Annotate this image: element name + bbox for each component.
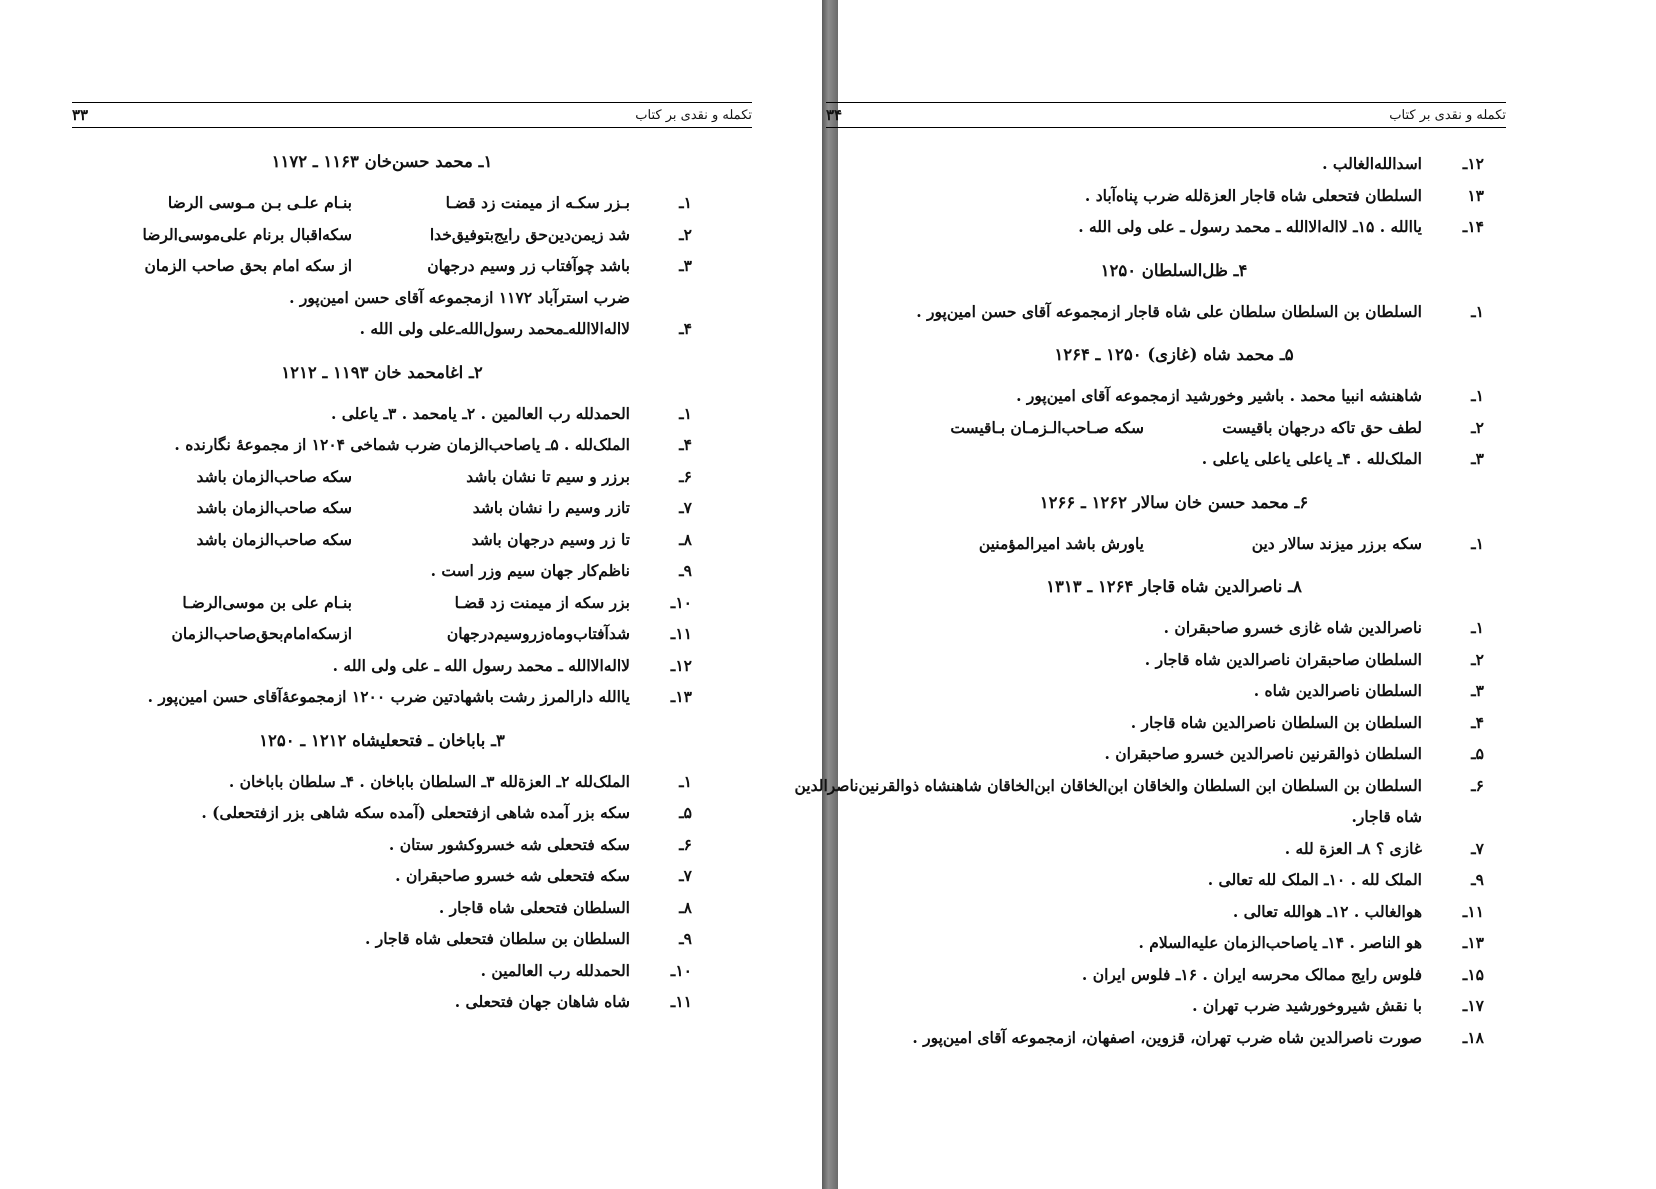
text-line bbox=[72, 829, 692, 861]
item-number: ۲ـ bbox=[1471, 649, 1484, 669]
text-line bbox=[72, 618, 692, 650]
text-line bbox=[72, 923, 692, 955]
verse-first-half: بـزر سکـه از میمنت زد قضـا bbox=[445, 193, 630, 212]
text-line bbox=[794, 770, 1484, 802]
text-line bbox=[864, 959, 1484, 991]
text-line bbox=[864, 211, 1484, 243]
line-text: لااله‌الاالله‌ـ‌محمد رسول‌الله‌ـ‌علی ولی الله . bbox=[359, 319, 630, 338]
item-number: ۱۱ـ bbox=[670, 992, 692, 1011]
text-line bbox=[72, 219, 692, 251]
item-number: ۱۰ـ bbox=[670, 592, 692, 612]
item-number: ۴ـ bbox=[679, 319, 692, 338]
verse-second-half: سکه‌اقبال برنام علی‌موسی‌الرضا bbox=[142, 224, 352, 244]
verse-first-half: تازر وسیم را نشان باشد bbox=[472, 498, 630, 517]
item-number: ۳ـ bbox=[1471, 449, 1484, 468]
item-number bbox=[658, 282, 692, 314]
item-number: ۱۱ـ bbox=[1462, 901, 1484, 921]
text-line bbox=[864, 148, 1484, 180]
verse-second-half: از سکه امام بحق صاحب الزمان bbox=[144, 256, 352, 275]
text-line bbox=[864, 896, 1484, 928]
item-number: ۱۵ـ bbox=[1462, 964, 1484, 984]
line-text: السلطان بن السلطان سلطان علی شاه قاجار ازمجموعه آقای حسن امین‌پور . bbox=[916, 301, 1422, 321]
line-text: السلطان بن سلطان فتحعلی شاه قاجار . bbox=[364, 929, 630, 948]
text-line bbox=[864, 675, 1484, 707]
item-number: ۸ـ bbox=[679, 897, 692, 917]
verse-second-half: سکه صاحب‌الزمان باشد bbox=[196, 466, 352, 486]
verse-first-half: شدآفتاب‌وماه‌زروسیم‌درجهان bbox=[446, 624, 630, 643]
line-text: صورت ناصرالدین شاه ضرب تهران، قزوین، اصفهان، ازمجموعه آقای امین‌پور . bbox=[912, 1027, 1422, 1047]
section-heading: ۸ـ ناصرالدین شاه قاجار ۱۲۶۴ ـ ۱۳۱۳ bbox=[1046, 577, 1302, 596]
verse-second-half: بنـام علی بن موسی‌الرضـا bbox=[182, 592, 352, 612]
line-text: ضرب استرآباد ۱۱۷۲ ازمجموعه آقای حسن امین‌پور . bbox=[289, 287, 630, 307]
line-text: یاالله دارالمرز رشت باشهادتین ضرب ۱۲۰۰ ازمجموعهٔ‌آقای حسن امین‌پور . bbox=[147, 687, 630, 706]
item-number: ۶ـ bbox=[679, 466, 692, 486]
running-header bbox=[826, 102, 1506, 128]
line-text: الملک‌لله . ۵ـ یاصاحب‌الزمان ضرب شماخی ۱۲۰۴ از مجموعهٔ نگارنده . bbox=[174, 435, 630, 454]
text-line bbox=[72, 282, 692, 314]
text-line bbox=[72, 860, 692, 892]
book-gutter bbox=[822, 0, 838, 1189]
line-text: السلطان بن السلطان ناصرالدین شاه قاجار . bbox=[1130, 712, 1422, 732]
item-number: ۱۳ bbox=[1467, 185, 1484, 205]
text-line bbox=[72, 681, 692, 713]
item-number: ۱ـ bbox=[1471, 533, 1484, 553]
page-number: ۳۴ bbox=[826, 106, 843, 124]
text-line bbox=[72, 524, 692, 556]
page-number: ۳۳ bbox=[72, 106, 89, 124]
text-line bbox=[864, 528, 1484, 560]
verse-second-half: سکه صـاحب‌الـزمـان بـاقیست bbox=[950, 417, 1144, 437]
line-text: السلطان بن السلطان ابن السلطان والخاقان ابن‌الخاقان ابن‌الخاقان شاهنشاه ذوالقرنین‌ناصرالدین bbox=[794, 775, 1422, 795]
line-text: اسدالله‌الغالب . bbox=[1322, 154, 1422, 173]
item-number: ۶ـ bbox=[679, 834, 692, 854]
text-line bbox=[72, 587, 692, 619]
text-line bbox=[864, 412, 1484, 444]
text-line bbox=[864, 1022, 1484, 1054]
item-number: ۱۳ـ bbox=[670, 687, 692, 706]
line-text: هوالغالب . ۱۲ـ هوالله تعالی . bbox=[1232, 901, 1422, 921]
text-line bbox=[72, 313, 692, 345]
line-text: ناظم‌کار جهان سیم وزر است . bbox=[430, 561, 630, 580]
text-line bbox=[864, 833, 1484, 865]
item-number: ۷ـ bbox=[1471, 838, 1484, 858]
verse-first-half: سکه برزر میزند سالار دین bbox=[1251, 533, 1422, 553]
item-number: ۴ـ bbox=[1471, 712, 1484, 732]
item-number: ۱۸ـ bbox=[1462, 1027, 1484, 1047]
item-number: ۷ـ bbox=[679, 498, 692, 517]
line-text: الحمدلله رب العالمین . bbox=[480, 960, 630, 980]
item-number: ۱ـ bbox=[1471, 386, 1484, 405]
section-heading: ۳ـ باباخان ـ فتحعلیشاه ۱۲۱۲ ـ ۱۲۵۰ bbox=[259, 730, 505, 750]
running-title: تکمله و نقدی بر کتاب bbox=[1389, 107, 1506, 123]
item-number: ۵ـ bbox=[1471, 744, 1484, 763]
text-line bbox=[72, 429, 692, 461]
text-line bbox=[864, 738, 1484, 770]
verse-second-half: سکه صاحب‌الزمان باشد bbox=[196, 529, 352, 549]
text-line bbox=[864, 180, 1484, 212]
line-text: شاه قاجار. bbox=[1351, 807, 1422, 826]
section-heading: ۱ـ محمد حسن‌خان ۱۱۶۳ ـ ۱۱۷۲ bbox=[271, 152, 493, 171]
item-number: ۱۱ـ bbox=[670, 624, 692, 643]
line-text: لااله‌الاالله ـ محمد رسول الله ـ علی ولی الله . bbox=[332, 655, 630, 675]
item-number: ۲ـ bbox=[679, 224, 692, 244]
text-line bbox=[72, 461, 692, 493]
line-text: غازی ؟ ۸ـ العزة لله . bbox=[1284, 838, 1422, 858]
line-text: سکه فتحعلی شه خسرو صاحبقران . bbox=[395, 866, 630, 885]
text-line bbox=[864, 380, 1484, 412]
text-line bbox=[72, 955, 692, 987]
item-number: ۱ـ bbox=[679, 771, 692, 791]
line-text: الحمدلله رب العالمین . ۲ـ یامحمد . ۳ـ یاعلی . bbox=[330, 403, 630, 423]
line-text: با نقش شیروخورشید ضرب تهران . bbox=[1192, 996, 1422, 1015]
text-line bbox=[864, 612, 1484, 644]
section-heading: ۲ـ اغامحمد خان ۱۱۹۳ ـ ۱۲۱۲ bbox=[281, 362, 483, 382]
text-line bbox=[864, 644, 1484, 676]
verse-first-half: لطف حق تاکه درجهان باقیست bbox=[1222, 417, 1422, 437]
item-number: ۱۰ـ bbox=[670, 960, 692, 980]
item-number: ۱۷ـ bbox=[1462, 996, 1484, 1015]
verse-second-half: سکه صاحب‌الزمان باشد bbox=[196, 498, 352, 517]
item-number: ۶ـ bbox=[1471, 775, 1484, 795]
line-text: الملک لله . ۱۰ـ الملک لله تعالی . bbox=[1207, 870, 1422, 889]
page-content bbox=[72, 148, 692, 1018]
item-number: ۱ـ bbox=[1471, 618, 1484, 637]
line-text: السلطان ذوالقرنین ناصرالدین خسرو صاحبقران . bbox=[1104, 744, 1422, 763]
verse-second-half: یاورش باشد امیرالمؤمنین bbox=[978, 533, 1144, 553]
line-text: الملک‌لله ۲ـ العزةلله ۳ـ السلطان باباخان . ۴ـ سلطان باباخان . bbox=[228, 771, 630, 791]
text-line bbox=[864, 927, 1484, 959]
text-line bbox=[864, 707, 1484, 739]
item-number: ۵ـ bbox=[679, 803, 692, 822]
item-number: ۱۲ـ bbox=[1462, 154, 1484, 173]
line-text: ناصرالدین شاه غازی خسرو صاحبقران . bbox=[1163, 618, 1422, 637]
text-line bbox=[72, 187, 692, 219]
text-line bbox=[72, 398, 692, 430]
text-line bbox=[72, 650, 692, 682]
text-line bbox=[864, 864, 1484, 896]
item-number: ۱۴ـ bbox=[1462, 217, 1484, 236]
item-number: ۳ـ bbox=[1471, 681, 1484, 700]
item-number: ۱ـ bbox=[679, 193, 692, 212]
verse-first-half: برزر و سیم تا نشان باشد bbox=[466, 466, 630, 486]
line-text: شاهنشه انبیا محمد . باشیر وخورشید ازمجموعه آقای امین‌پور . bbox=[1016, 386, 1422, 405]
line-text: سکه بزر آمده شاهی ازفتحعلی (آمده سکه شاهی بزر ازفتحعلی) . bbox=[201, 803, 630, 822]
item-number: ۱ـ bbox=[679, 403, 692, 423]
item-number: ۴ـ bbox=[679, 435, 692, 454]
item-number: ۱۳ـ bbox=[1462, 933, 1484, 952]
item-number: ۲ـ bbox=[1471, 417, 1484, 437]
verse-first-half: شد زیمن‌دین‌حق رایج‌بتوفیق‌خدا bbox=[429, 224, 630, 244]
item-number: ۷ـ bbox=[679, 866, 692, 885]
section-heading: ۵ـ محمد شاه (غازی) ۱۲۵۰ ـ ۱۲۶۴ bbox=[1054, 345, 1294, 364]
line-text: السلطان ناصرالدین شاه . bbox=[1253, 681, 1422, 700]
text-line bbox=[864, 801, 1484, 833]
item-number: ۹ـ bbox=[679, 929, 692, 948]
item-number: ۱ـ bbox=[1471, 301, 1484, 321]
page-content bbox=[794, 148, 1484, 1053]
line-text: شاه شاهان جهان فتحعلی . bbox=[454, 992, 630, 1011]
line-text: سکه فتحعلی شه خسروکشور ستان . bbox=[388, 834, 630, 854]
text-line bbox=[864, 296, 1484, 328]
item-number: ۳ـ bbox=[679, 256, 692, 275]
line-text: الملک‌لله . ۴ـ یاعلی یاعلی یاعلی . bbox=[1201, 449, 1422, 468]
text-line bbox=[72, 492, 692, 524]
item-number: ۸ـ bbox=[679, 529, 692, 549]
verse-first-half: باشد چوآفتاب زر وسیم درجهان bbox=[427, 256, 630, 275]
text-line bbox=[72, 986, 692, 1018]
section-heading: ۴ـ ظل‌السلطان ۱۲۵۰ bbox=[1100, 260, 1248, 280]
text-line bbox=[72, 797, 692, 829]
text-line bbox=[864, 990, 1484, 1022]
running-title: تکمله و نقدی بر کتاب bbox=[635, 107, 752, 123]
left-page bbox=[0, 0, 822, 1189]
text-line bbox=[864, 443, 1484, 475]
line-text: یاالله . ۱۵ـ لااله‌الاالله ـ محمد رسول ـ علی ولی الله . bbox=[1078, 217, 1422, 236]
item-number bbox=[1450, 801, 1484, 833]
item-number: ۹ـ bbox=[1471, 870, 1484, 889]
line-text: السلطان فتحعلی شاه قاجار العزةلله ضرب پناه‌آباد . bbox=[1084, 185, 1422, 205]
verse-first-half: بزر سکه از میمنت زد قضـا bbox=[454, 592, 630, 612]
verse-second-half: ازسکه‌امام‌بحق‌صاحب‌الزمان bbox=[171, 624, 352, 643]
item-number: ۱۲ـ bbox=[670, 655, 692, 675]
text-line bbox=[72, 250, 692, 282]
section-heading: ۶ـ محمد حسن خان سالار ۱۲۶۲ ـ ۱۲۶۶ bbox=[1039, 492, 1309, 512]
line-text: هو الناصر . ۱۴ـ یاصاحب‌الزمان علیه‌السلام . bbox=[1138, 933, 1422, 952]
verse-first-half: تا زر وسیم درجهان باشد bbox=[471, 529, 630, 549]
verse-second-half: بنـام علـی بـن مـوسی الرضا bbox=[167, 193, 352, 212]
running-header bbox=[72, 102, 752, 128]
text-line bbox=[72, 555, 692, 587]
text-line bbox=[72, 892, 692, 924]
right-page bbox=[794, 0, 1656, 1189]
item-number: ۹ـ bbox=[679, 561, 692, 580]
line-text: فلوس رایج ممالک محرسه ایران . ۱۶ـ فلوس ایران . bbox=[1081, 964, 1422, 984]
line-text: السلطان صاحبقران ناصرالدین شاه قاجار . bbox=[1144, 649, 1422, 669]
text-line bbox=[72, 766, 692, 798]
line-text: السلطان فتحعلی شاه قاجار . bbox=[438, 897, 630, 917]
